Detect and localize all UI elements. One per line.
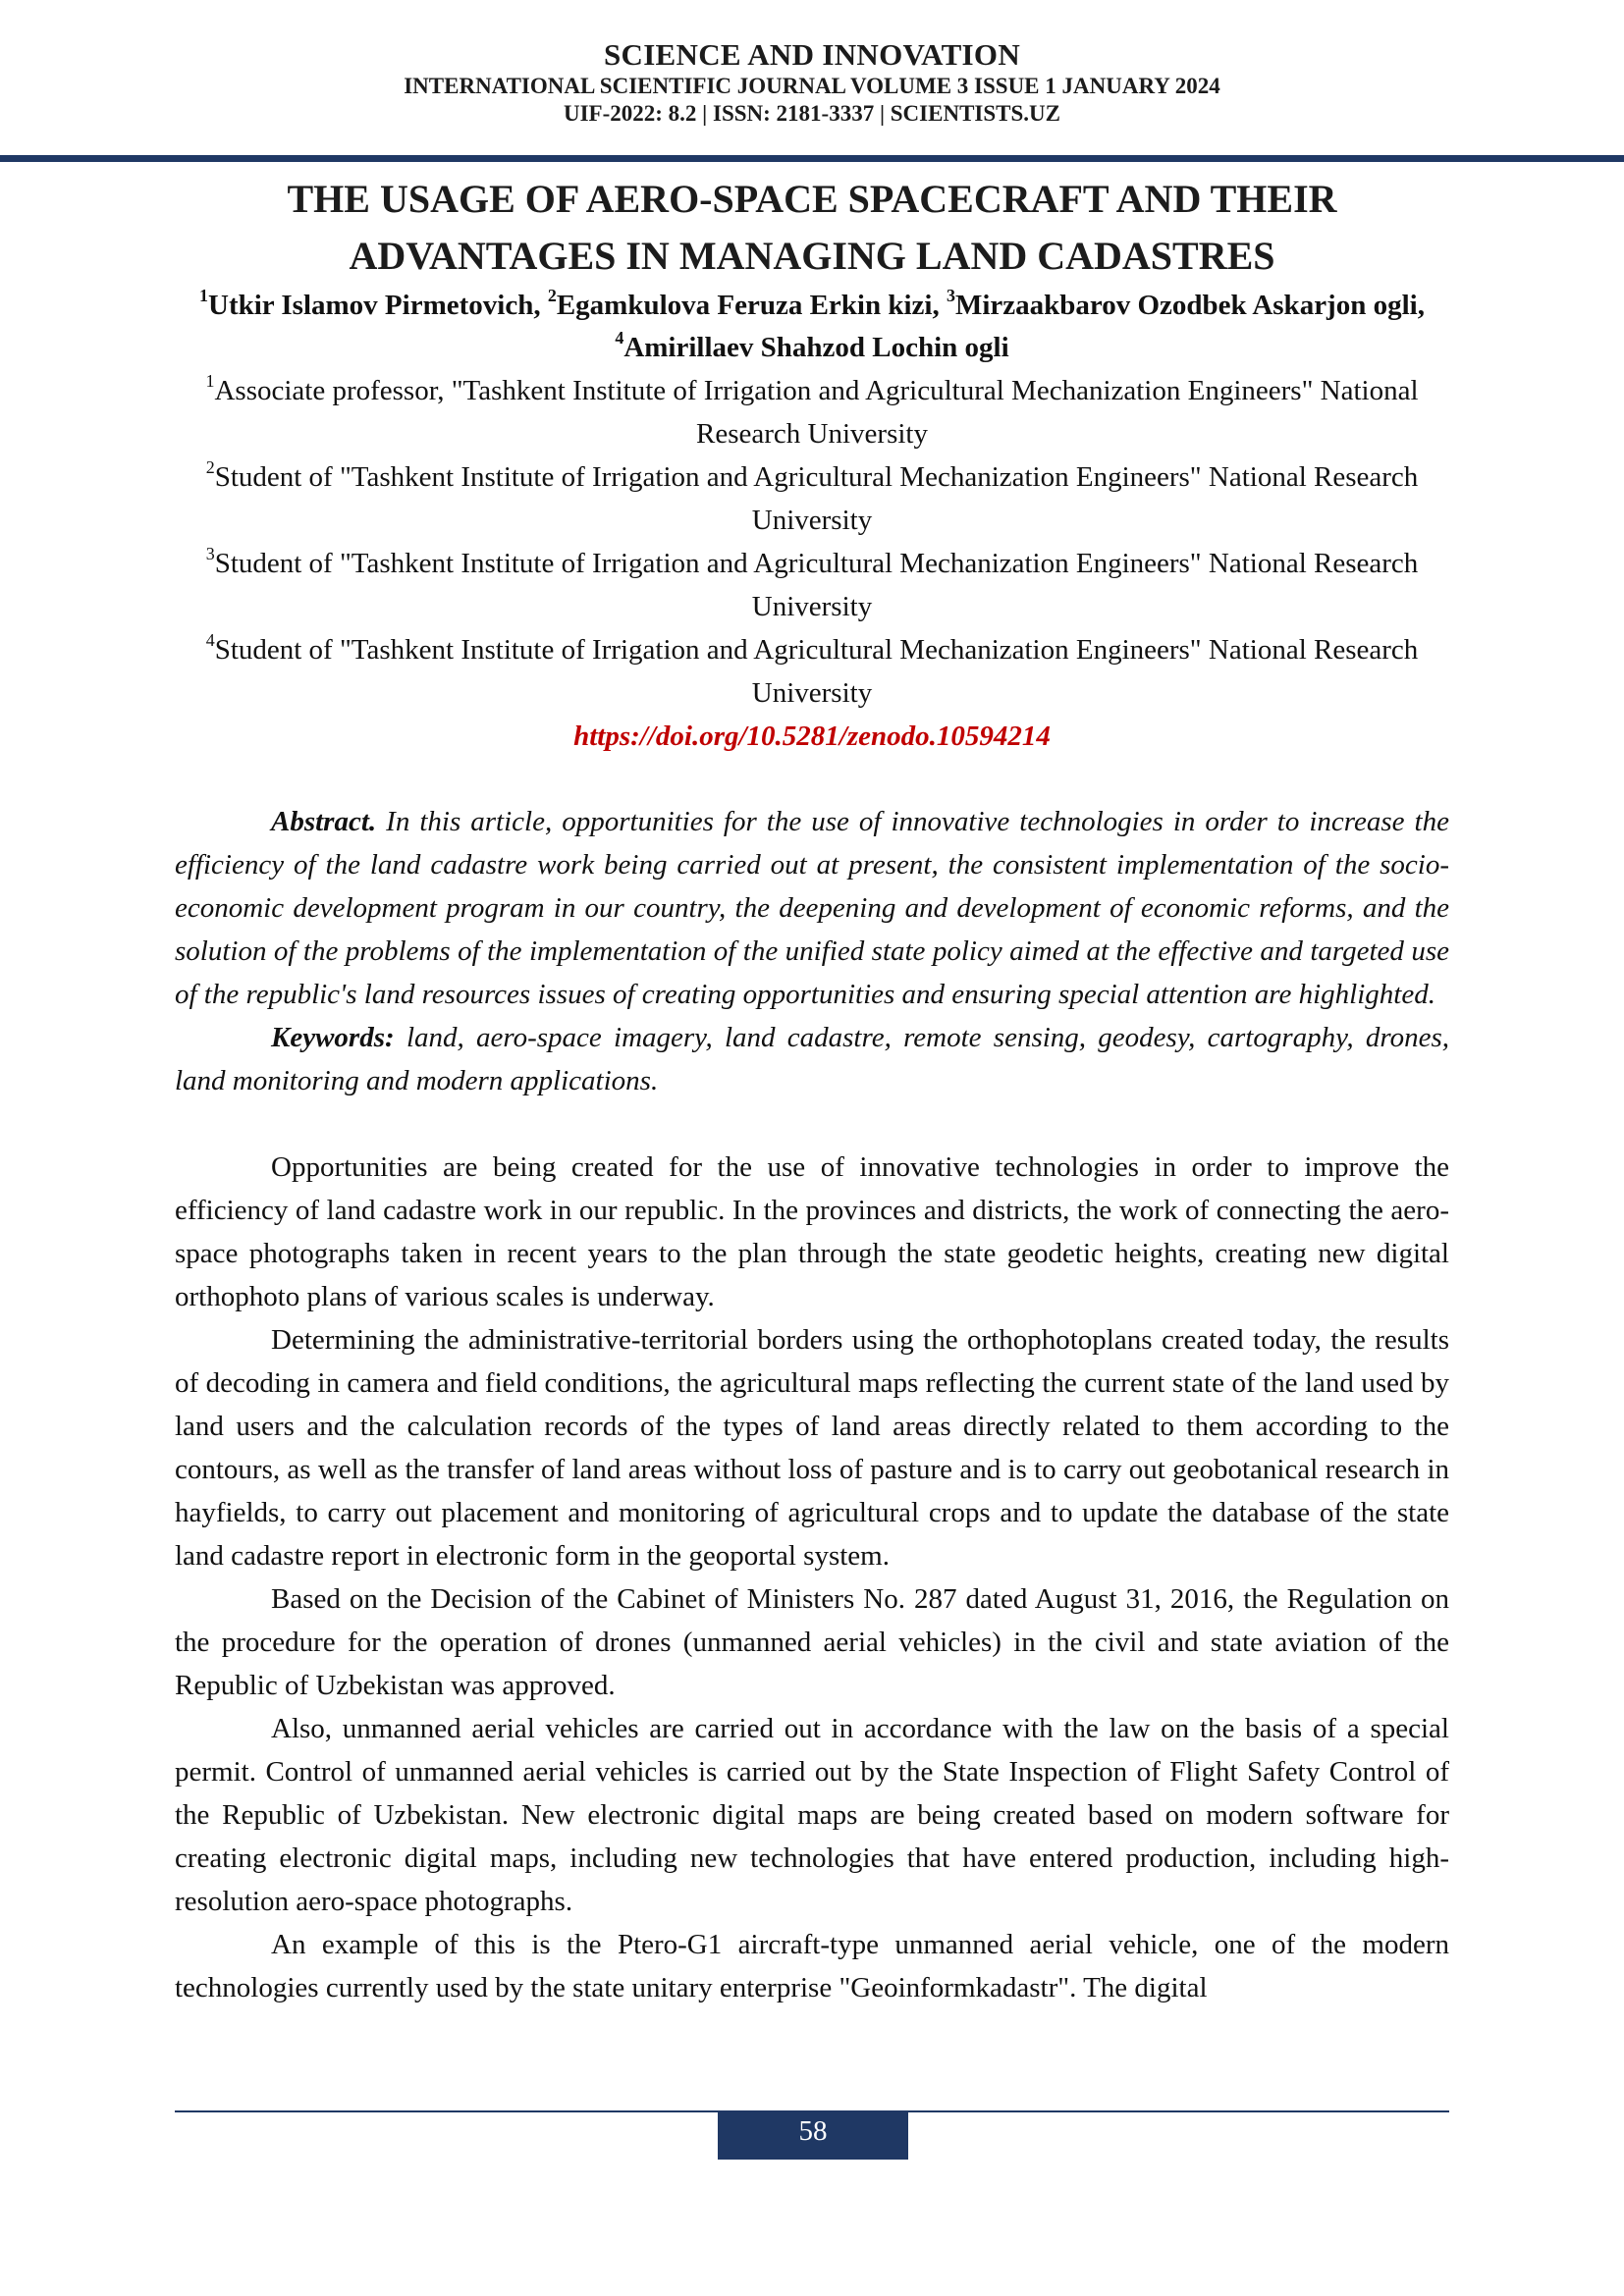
affiliation	[175, 369, 1449, 455]
affiliation-index: 3	[205, 543, 215, 563]
author-index: 1	[199, 285, 209, 305]
affiliation-text: Student of "Tashkent Institute of Irrigation and Agricultural Mechanization Engineers" National Research University	[214, 461, 1419, 536]
journal-header	[0, 37, 1624, 128]
abstract-label: Abstract.	[271, 806, 377, 837]
journal-info: INTERNATIONAL SCIENTIFIC JOURNAL VOLUME 3 ISSUE 1 JANUARY 2024	[404, 74, 1220, 98]
affiliation-index: 4	[205, 629, 215, 650]
author-name: Amirillaev Shahzod Lochin ogli	[623, 332, 1009, 363]
author	[199, 285, 548, 321]
page-content	[175, 165, 1449, 2009]
affiliation	[175, 455, 1449, 542]
abstract	[175, 800, 1449, 1016]
keywords	[175, 1016, 1449, 1102]
article-title	[175, 171, 1449, 285]
author-index: 4	[615, 327, 624, 347]
affiliation	[175, 628, 1449, 715]
doi-link[interactable]: https://doi.org/10.5281/zenodo.10594214	[573, 721, 1051, 752]
author-name: Egamkulova Feruza Erkin kizi,	[556, 290, 947, 321]
author-name: Utkir Islamov Pirmetovich,	[208, 290, 548, 321]
affiliation-text: Student of "Tashkent Institute of Irrigation and Agricultural Mechanization Engineers" National Research University	[214, 634, 1419, 709]
keywords-label: Keywords:	[271, 1022, 395, 1053]
author-index: 2	[547, 285, 557, 305]
abstract-text: In this article, opportunities for the use of innovative technologies in order to increase the efficiency of the land cadastre work being carried out at present, the consistent implementation of the socio-economic development program in our country, the deepening and development of economic reforms, and the solution of the problems of the implementation of the unified state policy aimed at the effective and targeted use of the republic's land resources issues of creating opportunities and ensuring special attention are highlighted.	[175, 806, 1449, 1010]
doi-line	[175, 715, 1449, 758]
affiliation-index: 2	[205, 456, 215, 477]
body-text	[175, 1146, 1449, 2009]
page-number: 58	[718, 2110, 908, 2160]
header-rule	[0, 155, 1624, 162]
keywords-text: land, aero-space imagery, land cadastre, remote sensing, geodesy, cartography, drones, land monitoring and modern applications.	[175, 1022, 1450, 1096]
author	[547, 285, 947, 321]
author	[615, 327, 1009, 363]
journal-name: SCIENCE AND INNOVATION	[603, 37, 1021, 72]
title-line-2: ADVANTAGES IN MANAGING LAND CADASTRES	[349, 234, 1275, 278]
body-paragraph: Based on the Decision of the Cabinet of Ministers No. 287 dated August 31, 2016, the Regulation on the procedure for the operation of drones (unmanned aerial vehicles) in the civil and state aviation of the Republic of Uzbekistan was approved.	[175, 1583, 1449, 1701]
author-index: 3	[946, 285, 955, 305]
author-list	[175, 285, 1449, 369]
body-paragraph: Determining the administrative-territorial borders using the orthophotoplans created today, the results of decoding in camera and field conditions, the agricultural maps reflecting the current state of the land used by land users and the calculation records of the types of land areas directly related to them according to the contours, as well as the transfer of land areas without loss of pasture and is to carry out geobotanical research in hayfields, to carry out placement and monitoring of agricultural crops and to update the database of the state land cadastre report in electronic form in the geoportal system.	[175, 1324, 1449, 1572]
affiliation-text: Associate professor, "Tashkent Institute of Irrigation and Agricultural Mechanization Engineers" National Research University	[214, 375, 1419, 450]
affiliation-index: 1	[205, 370, 215, 391]
body-paragraph: An example of this is the Ptero-G1 aircraft-type unmanned aerial vehicle, one of the modern technologies currently used by the state unitary enterprise "Geoinformkadastr". The digital	[175, 1929, 1449, 2003]
title-line-1: THE USAGE OF AERO-SPACE SPACECRAFT AND THEIR	[287, 177, 1337, 221]
author	[946, 285, 1425, 321]
body-paragraph: Also, unmanned aerial vehicles are carried out in accordance with the law on the basis of a special permit. Control of unmanned aerial vehicles is carried out by the State Inspection of Flight Safety Control of the Republic of Uzbekistan. New electronic digital maps are being created based on modern software for creating electronic digital maps, including new technologies that have entered production, including high-resolution aero-space photographs.	[175, 1713, 1449, 1917]
body-paragraph: Opportunities are being created for the use of innovative technologies in order to improve the efficiency of land cadastre work in our republic. In the provinces and districts, the work of connecting the aero-space photographs taken in recent years to the plan through the state geodetic heights, creating new digital orthophoto plans of various scales is underway.	[175, 1151, 1449, 1312]
author-name: Mirzaakbarov Ozodbek Askarjon ogli,	[954, 290, 1425, 321]
affiliation-text: Student of "Tashkent Institute of Irrigation and Agricultural Mechanization Engineers" National Research University	[214, 548, 1419, 622]
affiliation	[175, 542, 1449, 628]
journal-ids: UIF-2022: 8.2 | ISSN: 2181-3337 | SCIENTISTS.UZ	[564, 101, 1060, 126]
